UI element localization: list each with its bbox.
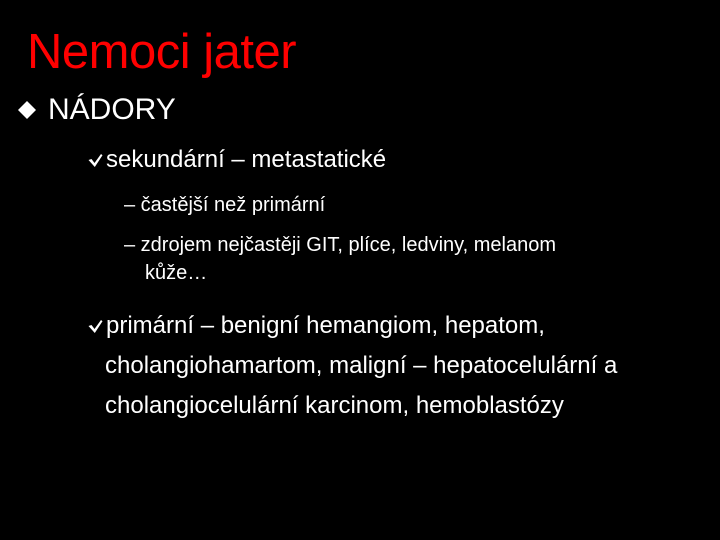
heading-bullet-item — [18, 88, 176, 132]
list-item-line — [88, 306, 708, 346]
list-item-text: sekundární – metastatické — [106, 146, 387, 173]
slide-title: Nemoci jater — [27, 25, 297, 79]
list-item-primary — [88, 306, 708, 426]
list-item-secondary — [88, 144, 386, 176]
checkmark-icon — [88, 153, 103, 168]
sub-item-continuation: kůže… — [145, 262, 208, 284]
sub-item: – častější než primární — [124, 194, 326, 216]
list-item-line: cholangiohamartom, maligní – hepatocelulární a — [105, 352, 618, 379]
list-item-line: cholangiocelulární karcinom, hemoblastózy — [105, 392, 564, 419]
heading-text: NÁDORY — [48, 93, 176, 126]
checkmark-icon — [88, 319, 103, 334]
diamond-icon — [18, 101, 36, 119]
list-item-text: primární – benigní hemangiom, hepatom, — [106, 312, 545, 339]
sub-item: – zdrojem nejčastěji GIT, plíce, ledviny, melanom — [124, 234, 557, 256]
